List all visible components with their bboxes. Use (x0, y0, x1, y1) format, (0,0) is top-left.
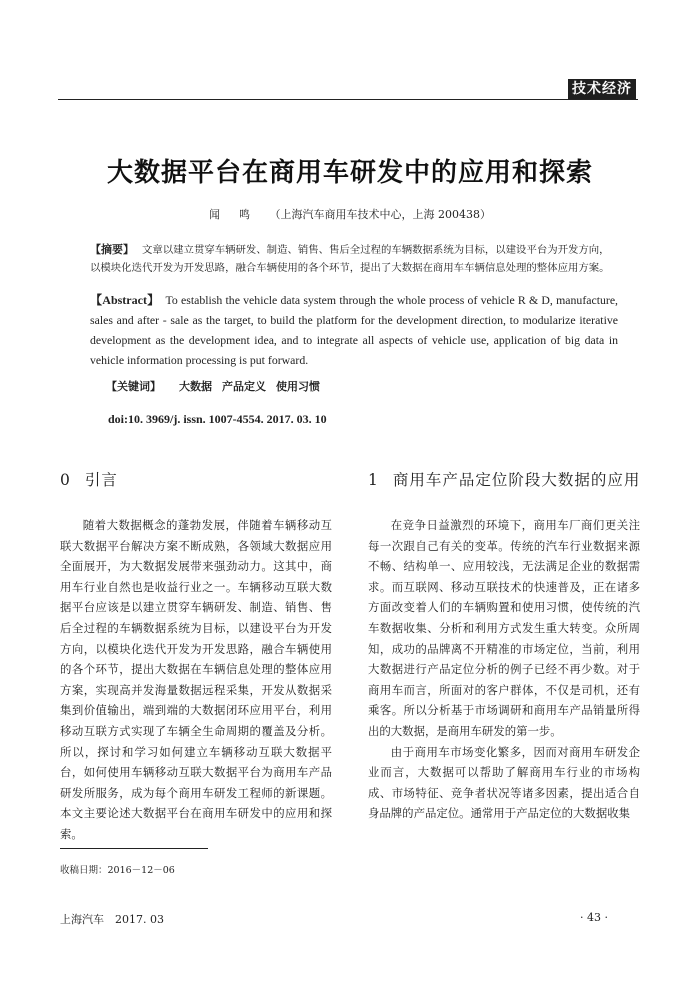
section-title: 商用车产品定位阶段大数据的应用 (392, 471, 641, 489)
paragraph: 在竞争日益激烈的环境下，商用车厂商们更关注每一次跟自己有关的变革。传统的汽车行业数据来源不畅、结构单一、应用较浅，无法满足企业的数据需求。而互联网、移动互联技术的快速普及，正在诸多方面改变着人们的车辆购置和使用习惯，使传统的汽车数据收集、分析和利用方式发生重大转变。众所周知，成功的品牌离不开精准的市场定位，当前，利用大数据进行产品定位分析的例子已经不再少数。对于商用车而言，所面对的客户群体，不仅是司机，还有乘客。所以分析基于市场调研和商用车产品销量所得出的大数据，是商用车研发的第一步。 (368, 518, 640, 738)
abstract-cn-label: 【摘要】 (90, 243, 134, 256)
page-number: · 43 · (580, 911, 608, 924)
section-heading (60, 468, 118, 490)
keywords-label: 【关键词】 (106, 380, 161, 393)
journal-info: 上海汽车 2017. 03 (60, 913, 164, 926)
author-name: 闻 鸣 (209, 208, 254, 221)
keyword: 大数据 (179, 380, 212, 393)
author-affiliation: （上海汽车商用车技术中心，上海 200438） (269, 208, 491, 221)
keywords (106, 378, 320, 394)
body-column-left (60, 515, 332, 845)
abstract-cn-text: 文章以建立贯穿车辆研发、制造、销售、售后全过程的车辆数据系统为目标，以建设平台为开发方向，以模块化迭代开发为开发思路，融合车辆使用的各个环节，提出了大数据在商用车车辆信息处理的整体应用方案。 (90, 244, 610, 274)
section-heading (368, 468, 640, 490)
keyword: 产品定义 (222, 380, 266, 393)
doi: doi:10. 3969/j. issn. 1007-4554. 2017. 03. 10 (108, 412, 327, 426)
section-tag: 技术经济 (568, 79, 636, 99)
article-title: 大数据平台在商用车研发中的应用和探索 (106, 158, 593, 188)
abstract-en (90, 290, 618, 370)
section-number: 1 (368, 471, 379, 489)
abstract-en-label: 【Abstract】 (90, 293, 160, 307)
body-column-right (368, 515, 640, 824)
keyword: 使用习惯 (276, 380, 320, 393)
section-title: 引言 (84, 471, 118, 489)
author-line (0, 206, 700, 222)
header-rule (58, 99, 638, 100)
abstract-cn (90, 241, 618, 277)
abstract-en-text: To establish the vehicle data system through the whole process of vehicle R & D, manufacture, sales and after - sale as the target, to build the platform for the development direction, to modularize iterative development as the development idea, and to integrate all aspects of vehicle use, application of big data in vehicle information processing is put forward. (90, 293, 619, 367)
paragraph: 由于商用车市场变化繁多，因而对商用车研发企业而言，大数据可以帮助了解商用车行业的市场构成、市场特征、竞争者状况等诸多因素，提出适合自身品牌的产品定位。通常用于产品定位的大数据收集 (368, 744, 640, 821)
paragraph: 随着大数据概念的蓬勃发展，伴随着车辆移动互联大数据平台解决方案不断成熟，各领域大数据应用全面展开，为大数据发展带来强劲动力。这其中，商用车行业自然也是收益行业之一。车辆移动互联大数据平台应该是以建立贯穿车辆研发、制造、销售、售后全过程的车辆数据系统为目标，以建设平台为开发方向，以模块化迭代开发为开发思路，融合车辆使用的各个环节，提出大数据在车辆信息处理的整体应用方案，实现高并发海量数据远程采集，开发从数据采集到价值输出，端到端的大数据闭环应用平台，利用移动互联方式实现了车辆全生命周期的覆盖及分析。所以，探讨和学习如何建立车辆移动互联大数据平台，如何使用车辆移动互联大数据平台为商用车产品研发所服务，成为每个商用车研发工程师的新课题。本文主要论述大数据平台在商用车研发中的应用和探索。 (60, 518, 332, 841)
footnote-rule (60, 848, 208, 849)
section-number: 0 (60, 471, 71, 489)
received-date: 收稿日期：2016－12－06 (60, 865, 175, 876)
